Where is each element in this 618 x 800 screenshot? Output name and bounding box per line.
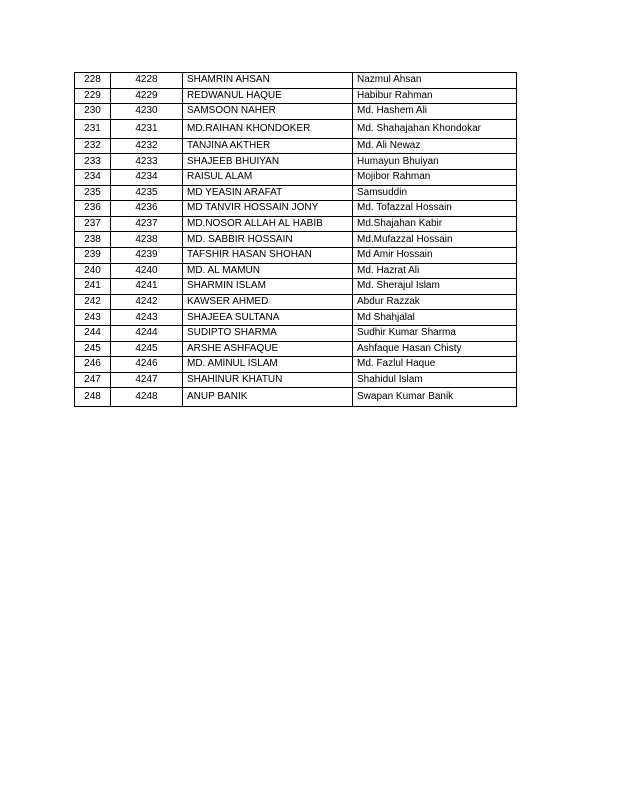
- name-cell: MD YEASIN ARAFAT: [183, 185, 353, 201]
- name-cell: SHAJEEA SULTANA: [183, 310, 353, 326]
- table-row: [75, 388, 517, 407]
- serial-cell: 232: [75, 138, 111, 154]
- serial-cell: 236: [75, 201, 111, 217]
- name-cell: MD TANVIR HOSSAIN JONY: [183, 201, 353, 217]
- id-cell: 4231: [111, 119, 183, 138]
- father-name-cell: Md.Mufazzal Hossain: [353, 232, 517, 248]
- id-cell: 4235: [111, 185, 183, 201]
- serial-cell: 239: [75, 247, 111, 263]
- father-name-cell: Mojibor Rahman: [353, 169, 517, 185]
- name-cell: SHAMRIN AHSAN: [183, 73, 353, 89]
- father-name-cell: Shahidul Islam: [353, 372, 517, 388]
- serial-cell: 228: [75, 73, 111, 89]
- name-cell: MD. AMINUL ISLAM: [183, 357, 353, 373]
- name-cell: TANJINA AKTHER: [183, 138, 353, 154]
- name-cell: RAISUL ALAM: [183, 169, 353, 185]
- name-cell: MD. SABBIR HOSSAIN: [183, 232, 353, 248]
- serial-cell: 247: [75, 372, 111, 388]
- table-row: [75, 88, 517, 104]
- id-cell: 4230: [111, 104, 183, 120]
- name-cell: SHARMIN ISLAM: [183, 279, 353, 295]
- id-cell: 4237: [111, 216, 183, 232]
- id-cell: 4248: [111, 388, 183, 407]
- name-cell: SHAJEEB BHUIYAN: [183, 154, 353, 170]
- table-row: [75, 232, 517, 248]
- table-row: [75, 154, 517, 170]
- table-row: [75, 216, 517, 232]
- roster-table: [74, 72, 517, 407]
- serial-cell: 243: [75, 310, 111, 326]
- id-cell: 4229: [111, 88, 183, 104]
- name-cell: MD.NOSOR ALLAH AL HABIB: [183, 216, 353, 232]
- serial-cell: 233: [75, 154, 111, 170]
- serial-cell: 237: [75, 216, 111, 232]
- name-cell: SHAHINUR KHATUN: [183, 372, 353, 388]
- serial-cell: 241: [75, 279, 111, 295]
- father-name-cell: Md Shahjalal: [353, 310, 517, 326]
- id-cell: 4245: [111, 341, 183, 357]
- name-cell: SUDIPTO SHARMA: [183, 325, 353, 341]
- table-row: [75, 201, 517, 217]
- name-cell: TAFSHIR HASAN SHOHAN: [183, 247, 353, 263]
- father-name-cell: Md. Fazlul Haque: [353, 357, 517, 373]
- father-name-cell: Ashfaque Hasan Chisty: [353, 341, 517, 357]
- name-cell: ARSHE ASHFAQUE: [183, 341, 353, 357]
- father-name-cell: Md. Hashem Ali: [353, 104, 517, 120]
- father-name-cell: Sudhir Kumar Sharma: [353, 325, 517, 341]
- id-cell: 4236: [111, 201, 183, 217]
- id-cell: 4228: [111, 73, 183, 89]
- table-row: [75, 119, 517, 138]
- id-cell: 4239: [111, 247, 183, 263]
- father-name-cell: Md. Sherajul Islam: [353, 279, 517, 295]
- serial-cell: 229: [75, 88, 111, 104]
- father-name-cell: Humayun Bhuiyan: [353, 154, 517, 170]
- id-cell: 4247: [111, 372, 183, 388]
- id-cell: 4232: [111, 138, 183, 154]
- id-cell: 4234: [111, 169, 183, 185]
- id-cell: 4244: [111, 325, 183, 341]
- id-cell: 4233: [111, 154, 183, 170]
- name-cell: REDWANUL HAQUE: [183, 88, 353, 104]
- serial-cell: 246: [75, 357, 111, 373]
- name-cell: SAMSOON NAHER: [183, 104, 353, 120]
- id-cell: 4238: [111, 232, 183, 248]
- serial-cell: 248: [75, 388, 111, 407]
- id-cell: 4242: [111, 294, 183, 310]
- father-name-cell: Nazmul Ahsan: [353, 73, 517, 89]
- father-name-cell: Md Amir Hossain: [353, 247, 517, 263]
- serial-cell: 235: [75, 185, 111, 201]
- id-cell: 4246: [111, 357, 183, 373]
- id-cell: 4241: [111, 279, 183, 295]
- table-row: [75, 279, 517, 295]
- table-row: [75, 247, 517, 263]
- father-name-cell: Abdur Razzak: [353, 294, 517, 310]
- table-row: [75, 138, 517, 154]
- name-cell: MD. AL MAMUN: [183, 263, 353, 279]
- father-name-cell: Md. Hazrat Ali: [353, 263, 517, 279]
- table-row: [75, 325, 517, 341]
- id-cell: 4243: [111, 310, 183, 326]
- name-cell: ANUP BANIK: [183, 388, 353, 407]
- serial-cell: 238: [75, 232, 111, 248]
- table-row: [75, 169, 517, 185]
- table-row: [75, 310, 517, 326]
- table-row: [75, 357, 517, 373]
- serial-cell: 244: [75, 325, 111, 341]
- name-cell: MD.RAIHAN KHONDOKER: [183, 119, 353, 138]
- serial-cell: 240: [75, 263, 111, 279]
- roster-table-body: [75, 73, 517, 407]
- table-row: [75, 372, 517, 388]
- father-name-cell: Md. Shahajahan Khondokar: [353, 119, 517, 138]
- father-name-cell: Md. Tofazzal Hossain: [353, 201, 517, 217]
- father-name-cell: Samsuddin: [353, 185, 517, 201]
- table-row: [75, 185, 517, 201]
- table-row: [75, 104, 517, 120]
- father-name-cell: Swapan Kumar Banik: [353, 388, 517, 407]
- table-row: [75, 341, 517, 357]
- table-row: [75, 73, 517, 89]
- name-cell: KAWSER AHMED: [183, 294, 353, 310]
- father-name-cell: Habibur Rahman: [353, 88, 517, 104]
- serial-cell: 245: [75, 341, 111, 357]
- table-row: [75, 294, 517, 310]
- id-cell: 4240: [111, 263, 183, 279]
- serial-cell: 231: [75, 119, 111, 138]
- serial-cell: 242: [75, 294, 111, 310]
- father-name-cell: Md. Ali Newaz: [353, 138, 517, 154]
- serial-cell: 234: [75, 169, 111, 185]
- serial-cell: 230: [75, 104, 111, 120]
- father-name-cell: Md.Shajahan Kabir: [353, 216, 517, 232]
- table-row: [75, 263, 517, 279]
